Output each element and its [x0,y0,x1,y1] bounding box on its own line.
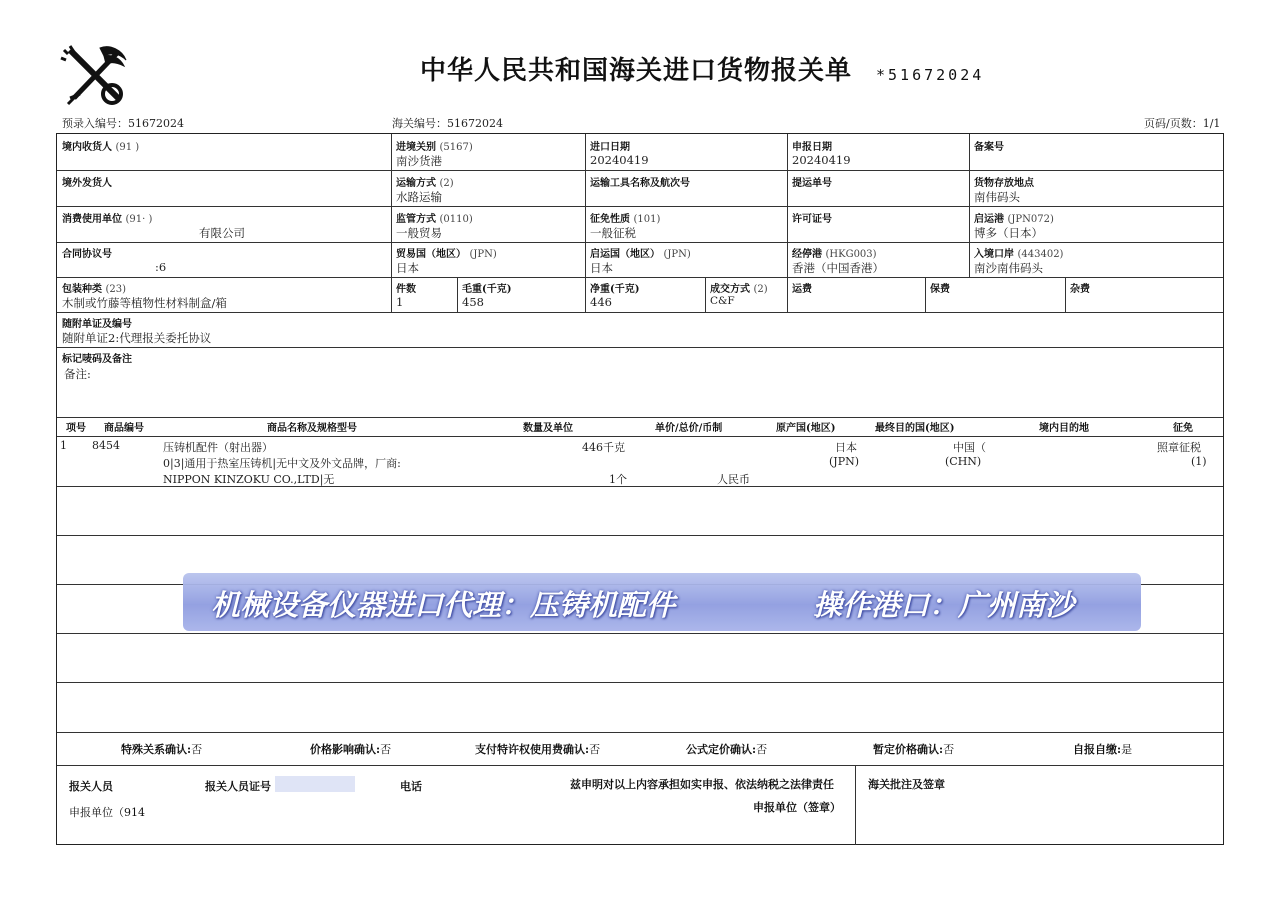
entry-port-value: 南沙南伟码头 [974,261,1043,275]
consumer-label: 消费使用单位 (91· ) [62,214,153,225]
banner-agency-text: 机械设备仪器进口代理：压铸机配件 [211,588,676,622]
redaction-block [275,776,355,792]
transit-port-label: 经停港 (HKG003) [792,249,877,260]
pre-entry-number: 预录入编号：51672024 [62,117,184,130]
misc-fee-label: 杂费 [1070,284,1090,295]
provisional-price-confirm: 暂定价格确认:否 [873,743,955,756]
pieces-label: 件数 [396,284,416,295]
origin-country-value: 日本 [590,261,613,275]
documents-label: 随附单证及编号 [62,319,132,330]
pieces-value: 1 [396,295,404,309]
contract-label: 合同协议号 [62,249,112,260]
declaration-form: 境内收货人 (91 ) 进境关别 (5167) 南沙货港 进口日期 20240419 申报日期 20240419 备案号 境外发货人 运输方式 (2) 水路运输 运输工具名称及航次号 提运单号 货物存放地点 南伟码头 消费使用单位 (91· ) 有限公司 监管方式 (0110) 一般贸易 征免性质 (101) 一般征税 许可证号 启运港 (JPN072) 博多（日本） 合同协议号 :6 贸易国（地区） (JPN) 日本 启运国（地区） (JPN) 日本 经停港 (HKG003) 香港（中国香港） 入境口岸 (443402) 南沙南伟码头 包装种类 (23) 木制或竹藤等植物性材料制盒/箱 件数 1 毛重(千克) 458 净重(千克) 446 成交方式 (2) C&F 运费 保费 杂费 随附单证及编号 随附单证2:代理报关委托协议 标记唛码及备注 备注: 项号 商品编号 商品名称及规格型号 数量及单位 单价/总价/币制 原产国(地区) 最终目的国(地区) 境内目的地 征免 1 8454 压铸机配件（射出器） 0|3|通用于热室压铸机|无中文及外文品牌，厂商: NIPPON KINZOKU CO.,LTD|无 446千克 1个 人民币 日本 (JPN) 中国（ (CHN) 照章征税 (1) 特殊关系确认:否 价格影响确认:否 支付特许权使用费确认:否 公式定价确认:否 暂定价格确认:否 自报自缴:是 报关人员 报关人员证号 电话 兹申明对以上内容承担如实申报、依法纳税之法律责任 申报单位（914 申报单位（签章） 海关批注及签章 [56,133,1224,845]
departure-port-value: 博多（日本） [974,226,1043,240]
origin-country-label: 启运国（地区） (JPN) [590,249,691,260]
marks-label: 标记唛码及备注 [62,354,132,365]
trade-country-label: 贸易国（地区） (JPN) [396,249,497,260]
documents-value: 随附单证2:代理报关委托协议 [62,331,212,345]
packing-value: 木制或竹藤等植物性材料制盒/箱 [62,296,227,310]
special-relation-confirm: 特殊关系确认:否 [121,743,203,756]
transit-port-value: 香港（中国香港） [792,261,884,275]
formula-price-confirm: 公式定价确认:否 [686,743,768,756]
banner-port-text: 操作港口：广州南沙 [813,588,1075,622]
net-weight-value: 446 [590,295,612,309]
price-impact-confirm: 价格影响确认:否 [310,743,392,756]
goods-col-no: 项号 [66,423,86,434]
contract-value: :6 [155,260,167,274]
import-date-value: 20240419 [590,153,649,167]
net-weight-label: 净重(千克) [590,284,640,295]
consumer-value: 有限公司 [199,226,245,240]
declarant-id-label: 报关人员证号 [205,780,271,793]
levy-nature-value: 一般征税 [590,226,636,240]
remarks-value: 备注: [64,367,91,381]
goods-col-origin: 原产国(地区) [776,423,836,434]
consignee-label: 境内收货人 (91 ) [62,142,140,153]
goods-col-dest: 最终目的国(地区) [875,423,955,434]
barcode-serial: *51672024 [876,66,985,84]
transport-mode-value: 水路运输 [396,190,442,204]
page-number: 页码/页数：1/1 [1144,117,1221,130]
gross-weight-label: 毛重(千克) [462,284,512,295]
port-label: 进境关别 (5167) [396,142,473,153]
entry-port-label: 入境口岸 (443402) [974,249,1064,260]
legal-statement: 兹申明对以上内容承担如实申报、依法纳税之法律责任 [570,778,834,791]
phone-label: 电话 [400,780,422,793]
goods-col-qty: 数量及单位 [523,423,573,434]
declare-date-value: 20240419 [792,153,851,167]
gross-weight-value: 458 [462,295,484,309]
packing-label: 包装种类 (23) [62,284,127,295]
supervision-value: 一般贸易 [396,226,442,240]
storage-value: 南伟码头 [974,190,1020,204]
customs-number: 海关编号：51672024 [392,117,503,130]
goods-col-name: 商品名称及规格型号 [267,423,357,434]
departure-port-label: 启运港 (JPN072) [974,214,1054,225]
levy-nature-label: 征免性质 (101) [590,214,661,225]
customs-approval-label: 海关批注及签章 [868,778,945,791]
shipper-label: 境外发货人 [62,178,112,189]
transport-mode-label: 运输方式 (2) [396,178,454,189]
supervision-label: 监管方式 (0110) [396,214,473,225]
goods-col-levy: 征免 [1173,423,1193,434]
royalty-confirm: 支付特许权使用费确认:否 [475,743,601,756]
bill-number-label: 提运单号 [792,178,832,189]
deal-mode-value: C&F [710,295,735,307]
record-number-label: 备案号 [974,142,1004,153]
port-value: 南沙货港 [396,154,442,168]
document-title: 中华人民共和国海关进口货物报关单 [420,56,853,86]
storage-label: 货物存放地点 [974,178,1034,189]
import-date-label: 进口日期 [590,142,630,153]
vehicle-label: 运输工具名称及航次号 [590,178,690,189]
freight-label: 运费 [792,284,812,295]
insurance-label: 保费 [930,284,950,295]
goods-col-price: 单价/总价/币制 [655,423,723,434]
declaring-unit: 申报单位（914 [69,806,145,819]
goods-col-domestic: 境内目的地 [1039,423,1089,434]
declarant-label: 报关人员 [69,780,113,793]
self-pay-confirm: 自报自缴:是 [1073,743,1133,756]
goods-col-code: 商品编号 [104,423,144,434]
deal-mode-label: 成交方式 (2) [710,284,768,295]
declare-date-label: 申报日期 [792,142,832,153]
declaring-unit-seal: 申报单位（签章） [753,801,841,814]
license-label: 许可证号 [792,214,832,225]
trade-country-value: 日本 [396,261,419,275]
customs-emblem-icon [60,42,130,108]
promo-banner [183,573,1141,631]
